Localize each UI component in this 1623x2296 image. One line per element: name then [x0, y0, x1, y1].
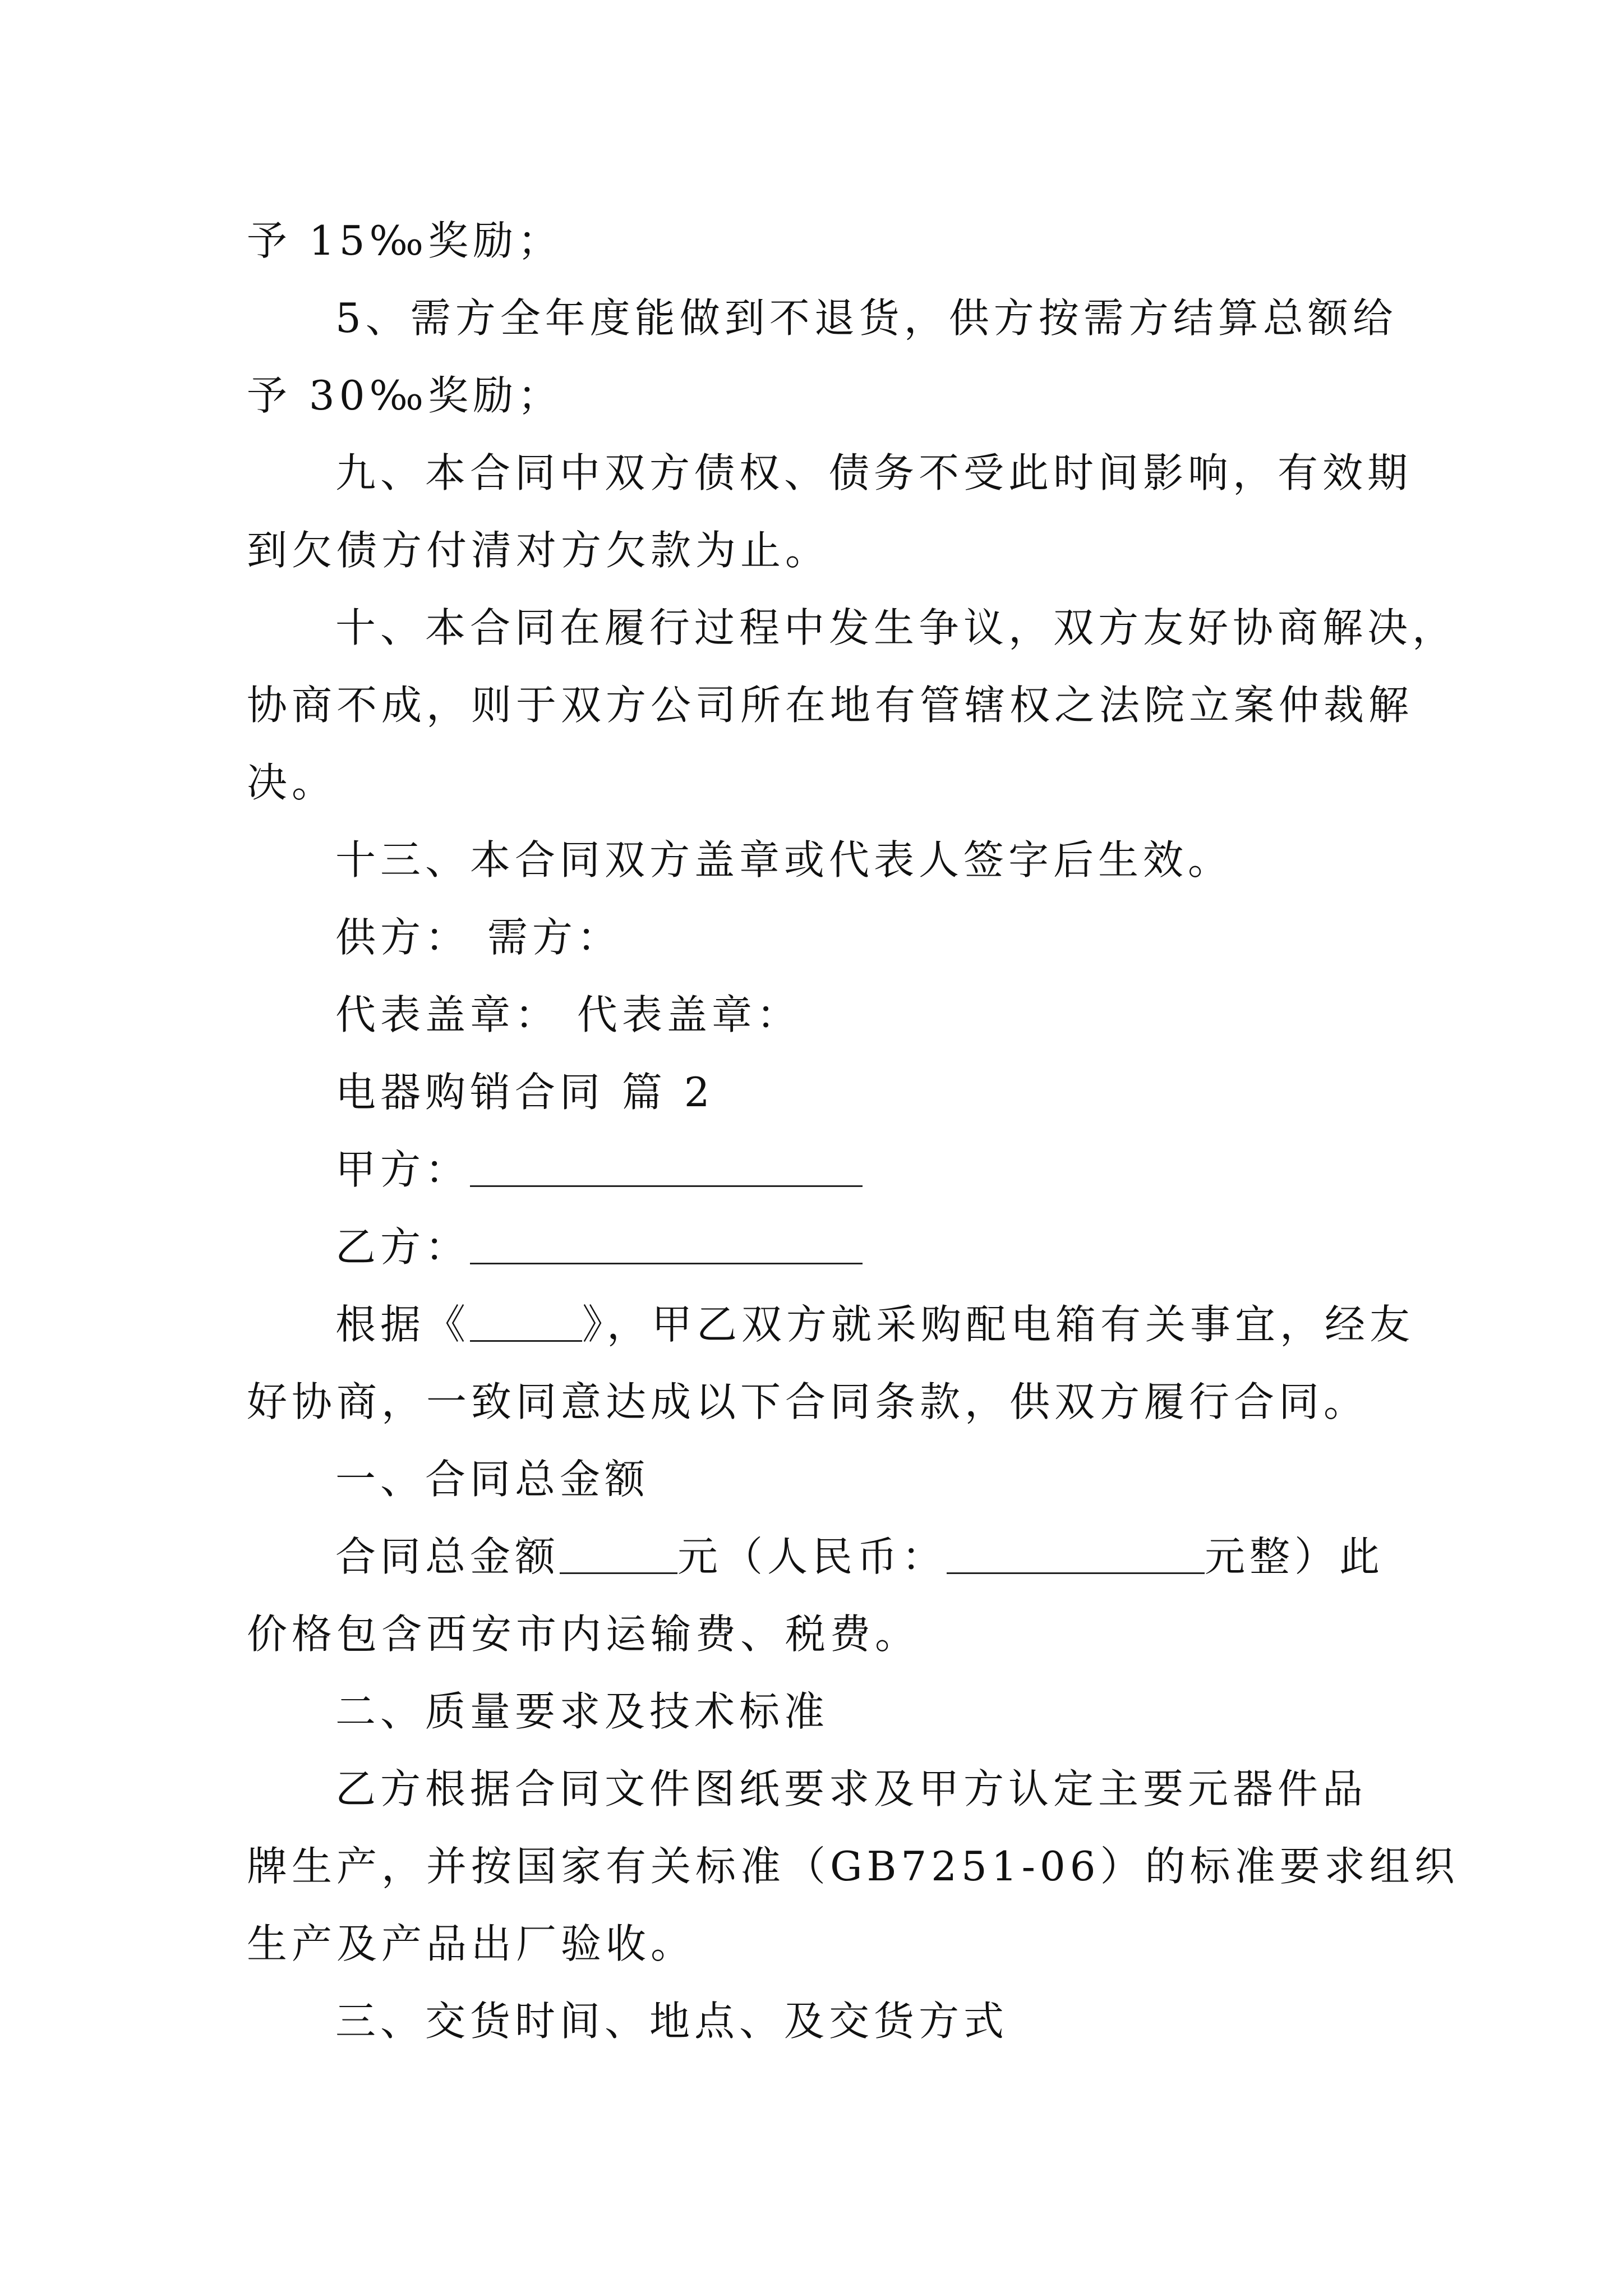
text-line: 好协商，一致同意达成以下合同条款，供双方履行合同。 — [247, 1378, 1369, 1425]
party-a-label: 甲方： — [335, 1146, 471, 1193]
party-b-blank — [470, 1226, 863, 1264]
amount-line — [247, 1518, 1385, 1595]
basis-text-post: 》，甲乙双方就采购配电箱有关事宜，经友 — [582, 1301, 1415, 1348]
amount-rmb-blank — [947, 1535, 1205, 1574]
amount-text-post: 元整）此 — [1205, 1533, 1385, 1580]
party-a-blank — [470, 1148, 863, 1187]
text-line: 牌生产，并按国家有关标准（GB7251-06）的标准要求组织 — [247, 1843, 1459, 1890]
text-line: 决。 — [247, 759, 337, 806]
clause-heading: 三、交货时间、地点、及交货方式 — [335, 1998, 1009, 2045]
signature-seal-line: 代表盖章： 代表盖章： — [335, 991, 801, 1038]
text-line: 生产及产品出厂验收。 — [247, 1920, 696, 1967]
signature-parties-line: 供方： 需方： — [335, 914, 622, 961]
text-line: 九、本合同中双方债权、债务不受此时间影响，有效期 — [335, 449, 1413, 496]
text-line: 予 15‰奖励； — [247, 217, 563, 264]
clause-heading: 一、合同总金额 — [335, 1456, 650, 1503]
party-b-line — [247, 1208, 1385, 1286]
amount-text-pre: 合同总金额 — [335, 1533, 560, 1580]
text-line: 乙方根据合同文件图纸要求及甲方认定主要元器件品 — [335, 1765, 1368, 1812]
basis-text-pre: 根据《 — [335, 1301, 471, 1348]
amount-text-mid: 元（人民币： — [677, 1533, 947, 1580]
clause-heading: 二、质量要求及技术标准 — [335, 1688, 829, 1735]
text-line: 到欠债方付清对方欠款为止。 — [247, 527, 831, 574]
text-line: 协商不成，则于双方公司所在地有管辖权之法院立案仲裁解 — [247, 682, 1414, 729]
amount-blank — [560, 1535, 677, 1574]
basis-blank — [470, 1303, 582, 1342]
text-line: 十、本合同在履行过程中发生争议，双方友好协商解决， — [335, 604, 1458, 651]
text-line: 予 30‰奖励； — [247, 372, 563, 419]
section-title: 电器购销合同 篇 2 — [335, 1069, 714, 1116]
party-a-line — [247, 1131, 1385, 1208]
text-line: 价格包含西安市内运输费、税费。 — [247, 1611, 920, 1658]
document-body — [247, 202, 1459, 2060]
text-line: 5、需方全年度能做到不退货，供方按需方结算总额给 — [335, 295, 1398, 342]
party-b-label: 乙方： — [335, 1223, 471, 1271]
text-line: 十三、本合同双方盖章或代表人签字后生效。 — [335, 836, 1233, 884]
text-line — [247, 1286, 1415, 1363]
